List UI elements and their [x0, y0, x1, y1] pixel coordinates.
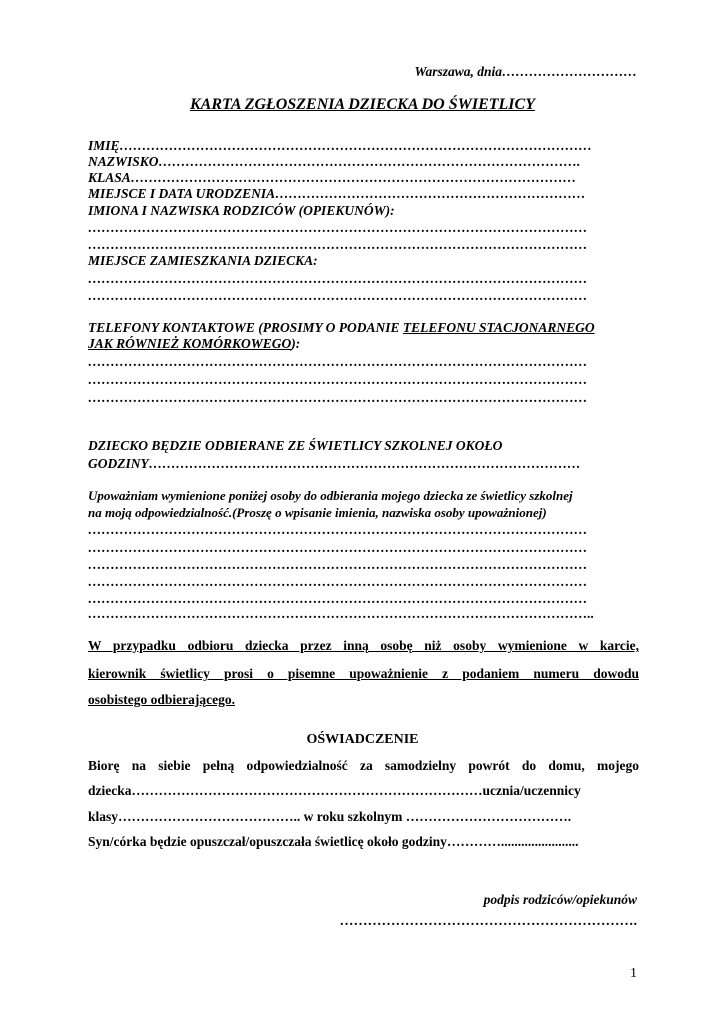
telefony-line1: …………………………………………………………………………………………………: [88, 354, 588, 369]
oswiadczenie-line4: Syn/córka będzie opuszczał/opuszczała świetlicę około godziny………….......................: [88, 834, 579, 849]
odbior-line1: DZIECKO BĘDZIE ODBIERANE ZE ŚWIETLICY SZKOLNEJ OKOŁO: [88, 438, 503, 453]
telefony-label-end: ):: [291, 336, 301, 351]
upowaznienie-line1: …………………………………………………………………………………………………: [88, 522, 588, 537]
field-zamieszkanie-line1: …………………………………………………………………………………………………: [88, 271, 588, 286]
upowaznienie-line2: …………………………………………………………………………………………………: [88, 540, 588, 555]
telefony-label-underlined1: TELEFONU STACJONARNEGO: [402, 320, 595, 335]
place-date: Warszawa, dnia…………………………: [414, 64, 637, 79]
upowaznienie-line6: …………………………………………………………………………………………………..: [88, 606, 595, 621]
telefony-label-cont: [88, 336, 300, 352]
field-imie: IMIĘ……………………………………………………………………………………………: [88, 138, 593, 153]
upowaznienie-line3: …………………………………………………………………………………………………: [88, 557, 588, 572]
odbior-line2: GODZINY……………………………………………………………………………………: [88, 456, 581, 471]
telefony-label-text: TELEFONY KONTAKTOWE (PROSIMY O PODANIE: [88, 320, 403, 335]
field-klasa: KLASA………………………………………………………………………………………: [88, 170, 577, 185]
upowaznienie-text1: Upoważniam wymienione poniżej osoby do odbierania mojego dziecka ze świetlicy szkolnej: [88, 488, 573, 503]
telefony-line2: …………………………………………………………………………………………………: [88, 372, 588, 387]
uwaga-line2: kierownik świetlicy prosi o pisemne upoważnienie z podaniem numeru dowodu: [88, 666, 639, 681]
field-rodzice-label: IMIONA I NAZWISKA RODZICÓW (OPIEKUNÓW):: [88, 203, 395, 218]
upowaznienie-line5: …………………………………………………………………………………………………: [88, 591, 588, 606]
uwaga-line3: osobistego odbierającego.: [88, 692, 235, 707]
page-number: 1: [630, 966, 637, 981]
telefony-label-underlined2: JAK RÓWNIEŻ KOMÓRKOWEGO: [88, 336, 292, 351]
telefony-label: [88, 320, 595, 336]
upowaznienie-text2: na moją odpowiedzialność.(Proszę o wpisanie imienia, nazwiska osoby upoważnionej): [88, 505, 547, 520]
signature-label: podpis rodziców/opiekunów: [483, 892, 637, 907]
oswiadczenie-line1: Biorę na siebie pełną odpowiedzialność za samodzielny powrót do domu, mojego: [88, 758, 639, 773]
oswiadczenie-line2: dziecka……………………………………………………………………ucznia/uczennicy: [88, 783, 581, 798]
oswiadczenie-line3: klasy………………………………….. w roku szkolnym ……………………………….: [88, 809, 572, 824]
field-zamieszkanie-line2: …………………………………………………………………………………………………: [88, 288, 588, 303]
field-nazwisko: NAZWISKO………………………………………………………………………………….: [88, 154, 581, 169]
field-miejsce-data: MIEJSCE I DATA URODZENIA……………………………………………………………: [88, 186, 586, 201]
field-zamieszkanie-label: MIEJSCE ZAMIESZKANIA DZIECKA:: [88, 253, 318, 268]
field-rodzice-line1: …………………………………………………………………………………………………: [88, 220, 588, 235]
oswiadczenie-title: OŚWIADCZENIE: [306, 732, 419, 747]
telefony-line3: …………………………………………………………………………………………………: [88, 390, 588, 405]
field-rodzice-line2: …………………………………………………………………………………………………: [88, 237, 588, 252]
upowaznienie-line4: …………………………………………………………………………………………………: [88, 574, 588, 589]
signature-line: ……………………………………………………….: [339, 914, 637, 929]
uwaga-line1: W przypadku odbioru dziecka przez inną osobę niż osoby wymienione w karcie,: [88, 638, 639, 653]
page-title: KARTA ZGŁOSZENIA DZIECKA DO ŚWIETLICY: [190, 96, 535, 113]
